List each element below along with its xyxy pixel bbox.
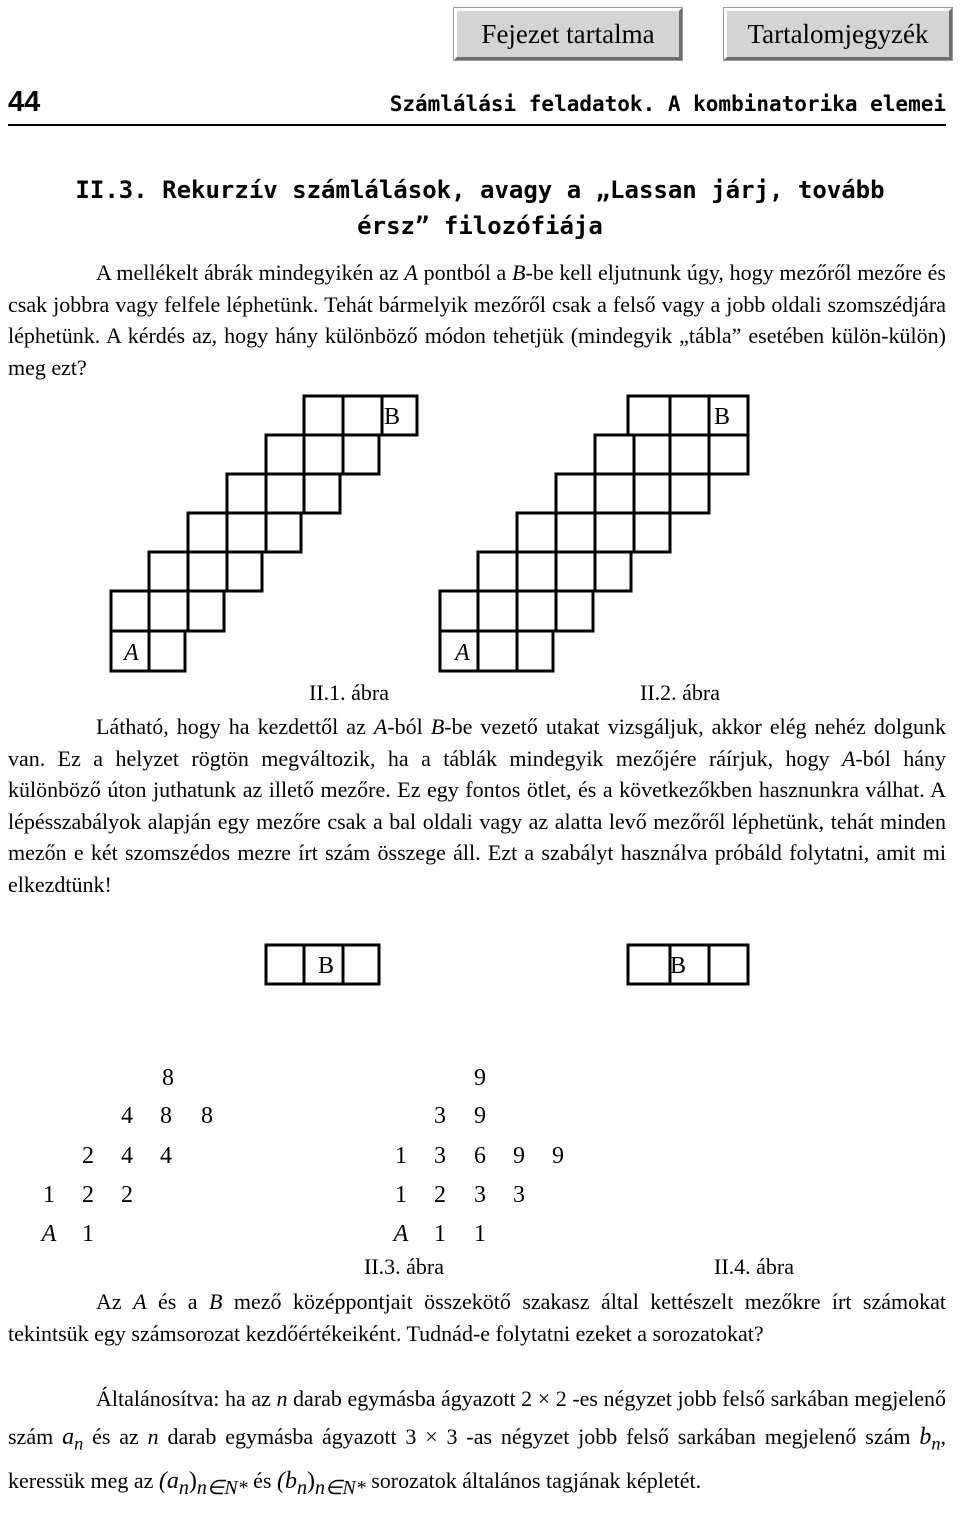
fig4-cell: 1 (434, 1221, 446, 1247)
fig4-cell: 3 (434, 1143, 446, 1169)
sequence-b: $(b_n)_{n\in N*}$ (276, 1468, 366, 1500)
fig3-cell: 8 (162, 1065, 174, 1091)
fig1-end-label: B (384, 404, 401, 430)
sequence-a: $(a_n)_{n\in N*}$ (158, 1468, 248, 1500)
formula-2x2: 2 × 2 (521, 1386, 567, 1411)
fig4-cell: 6 (474, 1143, 486, 1169)
fig3-cell: 4 (160, 1143, 172, 1169)
figure-ii-2-caption: II.2. ábra (640, 680, 721, 705)
fig4-cell: 9 (513, 1143, 525, 1169)
fig2-start-label: A (455, 640, 470, 666)
fig4-cell-start: A (393, 1221, 409, 1247)
figure-ii-2-grid (0, 385, 960, 685)
fig4-cell: 3 (434, 1103, 446, 1129)
fig3-cell: 2 (82, 1143, 94, 1169)
intro-paragraph: A mellékelt ábrák mindegyikén az A pontból a B-be kell eljutnunk úgy, hogy mezőről mezőre és csak jobbra vagy felfele léphetünk. Tehát bármelyik mezőről csak a felső vagy a jobb oldali szomszédjára léphetünk. A kérdés az, hogy hány különböző módon tehetjük (mindegyik „tábla” esetében külön-külön) meg ezt? (8, 260, 946, 380)
page-header (8, 84, 946, 126)
fig3-cell: 1 (43, 1182, 55, 1208)
observation-paragraph: Látható, hogy ha kezdettől az A-ból B-be vezető utakat vizsgáljuk, akkor elég nehéz dolgunk van. Ez a helyzet rögtön megváltozik, ha a táblák mindegyik mezőjére ráírjuk, hogy A-ból hány különböző úton juthatunk az illető mezőre. Ez egy fontos ötlet, és a következőkben hasznunkra válhat. A lépésszabályok alapján egy mezőre csak a bal oldali vagy az alatta levő mezőről léphetünk, tehát minden mezőn e két szomszédos mezre írt szám összege áll. Ezt a szabályt használva próbáld folytatni, amit mi elkezdtünk! (8, 714, 947, 897)
fig3-cell: 8 (160, 1103, 172, 1129)
fig3-cell: 8 (201, 1103, 213, 1129)
figure-ii-4-caption: II.4. ábra (714, 1254, 795, 1279)
chapter-contents-button[interactable]: Fejezet tartalma (454, 8, 682, 60)
fig4-cell: 9 (474, 1103, 486, 1129)
figure-ii-4-grid (0, 935, 960, 1255)
fig4-cell: 1 (395, 1182, 407, 1208)
section-title: II.3. Rekurzív számlálások, avagy a „Lassan járj, tovább érsz” filozófiája (75, 176, 885, 240)
table-of-contents-button[interactable]: Tartalomjegyzék (724, 8, 952, 60)
fig3-cell: 2 (121, 1182, 133, 1208)
fig3-cell: 4 (121, 1103, 133, 1129)
page-number: 44 (8, 86, 41, 118)
figure-ii-1-caption: II.1. ábra (309, 680, 390, 705)
fig4-cell: 1 (474, 1221, 486, 1247)
fig4-cell: 1 (395, 1143, 407, 1169)
figure-ii-3-caption: II.3. ábra (364, 1254, 445, 1279)
fig2-end-label: B (714, 404, 731, 430)
fig4-cell: 3 (513, 1182, 525, 1208)
running-title: Számlálási feladatok. A kombinatorika elemei (389, 92, 946, 116)
fig3-cell: 1 (82, 1221, 94, 1247)
sequences-paragraph: Az A és a B mező középpontjait összekötő szakasz által kettészelt mezőkre írt számokat tekintsük egy számsorozat kezdőértékeiként. Tudnád-e folytatni ezeket a sorozatokat? (8, 1289, 947, 1346)
fig4-end-label: B (670, 953, 687, 979)
fig4-cell: 2 (434, 1182, 446, 1208)
fig3-cell: 4 (121, 1143, 133, 1169)
fig4-cell: 9 (552, 1143, 564, 1169)
fig4-cell: 9 (474, 1065, 486, 1091)
fig3-cell-start: A (41, 1221, 57, 1247)
fig4-cell: 3 (474, 1182, 486, 1208)
fig1-start-label: A (124, 640, 139, 666)
fig4-numbers (392, 1065, 564, 1247)
generalization-paragraph: Általánosítva: ha az n darab egymásba ágyazott 2 × 2 -es négyzet jobb felső sarkában megjelenő szám $a_n$ és az n darab egymásba ágyazott 3 × 3 -as négyzet jobb felső sarkában megjelenő szám $b_n$, keressük meg az $(a_n)_{n\in N*}$ és $(b_n)_{n\in N*}$ sorozatok általános tagjának képletét. (8, 1386, 947, 1500)
fig3-cell: 2 (82, 1182, 94, 1208)
formula-3x3: 3 × 3 (405, 1424, 458, 1449)
fig3-end-label: B (318, 953, 335, 979)
